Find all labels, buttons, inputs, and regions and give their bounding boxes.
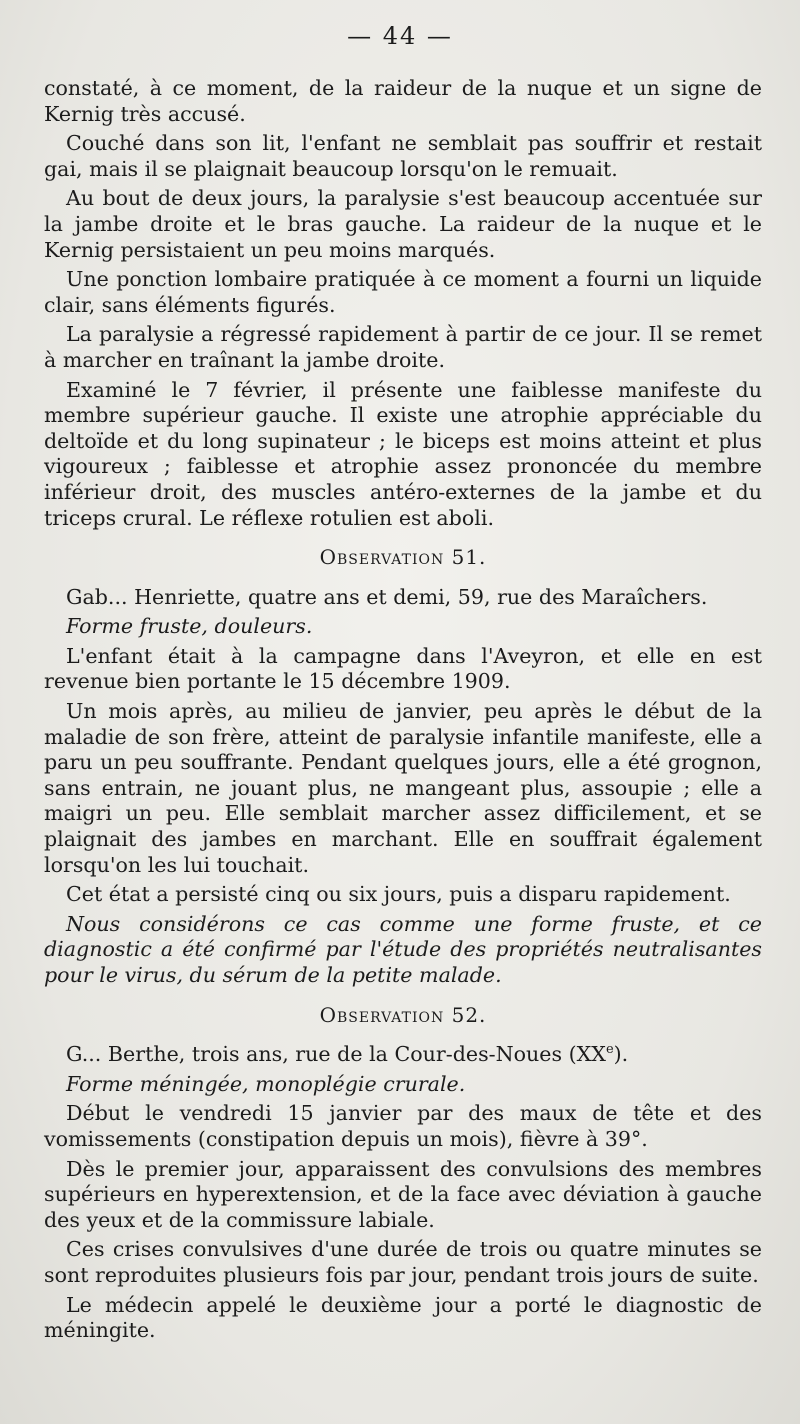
- observation-51-conclusion: Nous considérons ce cas comme une forme fruste, et ce diagnostic a été confirmé par l'étude des propriétés neutralisantes pour le virus, du sérum de la petite malade.: [44, 911, 762, 987]
- observation-51-form: Forme fruste, douleurs.: [66, 614, 313, 639]
- observation-52-form: Forme méningée, monoplégie crurale.: [66, 1071, 466, 1096]
- paragraph: Couché dans son lit, l'enfant ne semblait pas souffrir et restait gai, mais il se plaignait beaucoup lorsqu'on le remuait.: [44, 131, 762, 181]
- paragraph: Au bout de deux jours, la paralysie s'est beaucoup accentuée sur la jambe droite et le bras gauche. La raideur de la nuque et le Kernig persistaient un peu moins marqués.: [44, 186, 762, 262]
- paragraph: Le médecin appelé le deuxième jour a porté le diagnostic de méningite.: [44, 1292, 762, 1343]
- paragraph: La paralysie a régressé rapidement à partir de ce jour. Il se remet à marcher en traînant la jambe droite.: [44, 322, 762, 372]
- paragraph: constaté, à ce moment, de la raideur de la nuque et un signe de Kernig très accusé.: [44, 76, 762, 126]
- paragraph: Début le vendredi 15 janvier par des maux de tête et des vomissements (constipation depuis un mois), fièvre à 39°.: [44, 1101, 762, 1151]
- paragraph: L'enfant était à la campagne dans l'Aveyron, et elle en est revenue bien portante le 15 décembre 1909.: [44, 643, 762, 694]
- superscript: e: [605, 1042, 614, 1058]
- paragraph: Ces crises convulsives d'une durée de trois ou quatre minutes se sont reproduites plusieurs fois par jour, pendant trois jours de suite.: [44, 1237, 762, 1287]
- paragraph: Une ponction lombaire pratiquée à ce moment a fourni un liquide clair, sans éléments figurés.: [44, 267, 762, 317]
- paragraph: Un mois après, au milieu de janvier, peu après le début de la maladie de son frère, atteint de paralysie infantile manifeste, elle a paru un peu souffrante. Pendant quelques jours, elle a été grognon, sans entrain, ne jouant plus, ne mangeant plus, assoupie ; elle a maigri un peu. Elle semblait marcher assez difficilement, et se plaignait des jambes en marchant. Elle en souffrait également lorsqu'on les lui touchait.: [44, 699, 762, 877]
- patient-text: G... Berthe, trois ans, rue de la Cour-des-Noues (XX: [66, 1042, 606, 1067]
- body-text: [44, 76, 762, 1348]
- paragraph: Dès le premier jour, apparaissent des convulsions des membres supérieurs en hyperextension, et de la face avec déviation à gauche des yeux et de la commissure labiale.: [44, 1156, 762, 1232]
- observation-52-title: Observation 52.: [319, 1002, 487, 1027]
- observation-51-patient: Gab... Henriette, quatre ans et demi, 59, rue des Maraîchers.: [66, 584, 708, 609]
- patient-text-end: ).: [613, 1042, 629, 1067]
- observation-51-title: Observation 51.: [319, 545, 487, 570]
- observation-52-patient: [44, 1042, 762, 1068]
- paragraph: Cet état a persisté cinq ou six jours, puis a disparu rapidement.: [66, 882, 731, 907]
- paragraph: Examiné le 7 février, il présente une faiblesse manifeste du membre supérieur gauche. Il existe une atrophie appréciable du deltoïde et du long supinateur ; le biceps est moins atteint et plus vigoureux ; faiblesse et atrophie assez prononcée du membre inférieur droit, des muscles antéro-externes de la jambe et du triceps crural. Le réflexe rotulien est aboli.: [44, 377, 762, 530]
- page-number: — 44 —: [347, 22, 453, 50]
